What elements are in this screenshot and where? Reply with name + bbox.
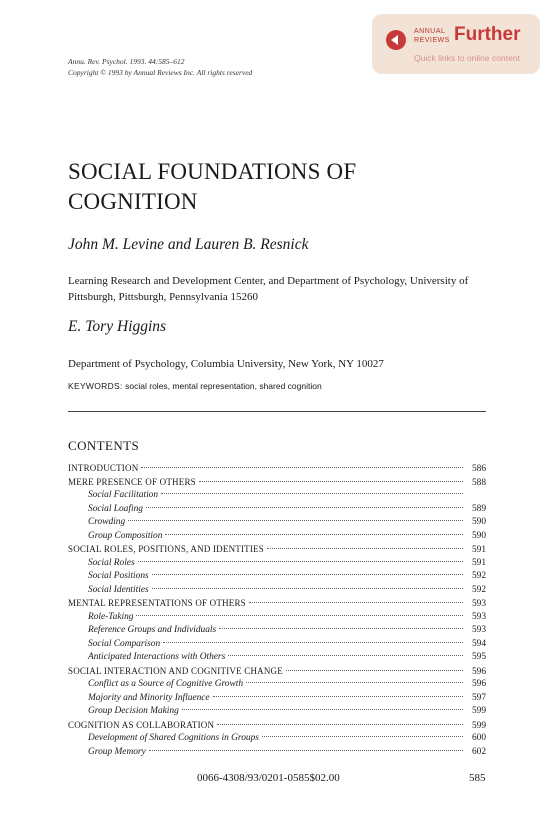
toc-leader-dots [228, 655, 463, 656]
toc-leader-dots [199, 481, 463, 482]
toc-entry[interactable] [68, 490, 486, 504]
toc-entry-page: 596 [471, 666, 486, 677]
toc-leader-dots [152, 574, 463, 575]
toc-entry[interactable] [68, 477, 486, 491]
title-line-1: SOCIAL FOUNDATIONS OF [68, 159, 357, 184]
toc-leader-dots [213, 696, 463, 697]
toc-entry-page: 596 [471, 679, 486, 689]
toc-leader-dots [286, 670, 463, 671]
copyright-line: Copyright © 1993 by Annual Reviews Inc. All rights reserved [68, 68, 253, 77]
title-line-2: COGNITION [68, 189, 198, 214]
toc-entry-page: 593 [471, 625, 486, 635]
toc-entry-page: 593 [471, 599, 486, 609]
badge-subtitle: Quick links to online content [414, 53, 520, 63]
toc-entry-page: 599 [471, 706, 486, 716]
toc-entry-label: SOCIAL ROLES, POSITIONS, AND IDENTITIES [68, 544, 264, 554]
toc-entry[interactable] [68, 517, 486, 531]
toc-leader-dots [267, 548, 463, 549]
badge-annual-label: ANNUAL [414, 28, 446, 35]
toc-entry-page: 590 [471, 530, 486, 541]
toc-entry-page: 592 [471, 584, 486, 595]
toc-entry-label: Social Facilitation [88, 490, 159, 500]
keywords-text: social roles, mental representation, shared cognition [125, 381, 322, 391]
toc-entry-label: Reference Groups and Individuals [88, 625, 217, 635]
article-title [68, 157, 356, 217]
toc-entry-label: Role-Taking [88, 611, 134, 622]
badge-further-label: Further [454, 24, 521, 45]
toc-entry-label: MERE PRESENCE OF OTHERS [68, 476, 196, 487]
page-number: 585 [469, 772, 486, 784]
toc-leader-dots [262, 736, 463, 737]
toc-entry[interactable] [68, 571, 486, 585]
toc-entry-label: Social Roles [88, 557, 135, 568]
authors-primary: John M. Levine and Lauren B. Resnick [68, 236, 309, 253]
toc-leader-dots [138, 561, 463, 562]
toc-entry-page: 586 [471, 464, 486, 474]
toc-entry[interactable] [68, 706, 486, 720]
toc-leader-dots [149, 750, 463, 751]
toc-leader-dots [182, 709, 463, 710]
toc-entry-label: Conflict as a Source of Cognitive Growth [88, 679, 244, 689]
toc-entry[interactable] [68, 612, 486, 626]
keywords [68, 381, 322, 392]
toc-entry[interactable] [68, 531, 486, 545]
section-divider [68, 411, 486, 412]
toc-leader-dots [219, 628, 463, 629]
further-badge[interactable] [372, 14, 540, 74]
toc-entry-page: 589 [471, 503, 486, 514]
toc-leader-dots [128, 520, 463, 521]
toc-entry[interactable] [68, 639, 486, 653]
toc-entry[interactable] [68, 733, 486, 747]
toc-leader-dots [249, 602, 463, 603]
toc-entry-page: 597 [471, 692, 486, 703]
toc-entry[interactable] [68, 504, 486, 518]
toc-leader-dots [163, 642, 463, 643]
toc-entry-label: INTRODUCTION [68, 463, 139, 473]
toc-entry-page: 590 [471, 517, 486, 527]
toc-entry-label: MENTAL REPRESENTATIONS OF OTHERS [68, 598, 246, 608]
toc-entry-page: 591 [471, 557, 486, 568]
toc-entry[interactable] [68, 747, 486, 761]
toc-entry-label: SOCIAL INTERACTION AND COGNITIVE CHANGE [68, 665, 283, 676]
toc-entry[interactable] [68, 720, 486, 734]
toc-leader-dots [146, 507, 463, 508]
toc-entry-label: Anticipated Interactions with Others [88, 652, 226, 662]
toc-entry-label: Group Decision Making [88, 706, 179, 716]
toc-leader-dots [165, 534, 463, 535]
toc-entry-page: 594 [471, 638, 486, 649]
toc-entry[interactable] [68, 693, 486, 707]
toc-entry-label: Group Composition [88, 530, 163, 541]
toc-entry-page: 588 [471, 477, 486, 488]
toc-entry[interactable] [68, 585, 486, 599]
toc-entry-label: Social Comparison [88, 638, 161, 649]
toc-entry-label: Social Identities [88, 584, 149, 595]
toc-entry-page: 593 [471, 611, 486, 622]
toc-leader-dots [141, 467, 463, 468]
keywords-label: KEYWORDS: [68, 381, 123, 391]
toc-entry-label: Social Loafing [88, 503, 143, 514]
toc-entry[interactable] [68, 463, 486, 477]
badge-reviews-label: REVIEWS [414, 37, 450, 44]
toc-leader-dots [217, 724, 463, 725]
toc-entry-label: Group Memory [88, 746, 146, 757]
toc-leader-dots [246, 682, 463, 683]
toc-entry-label: Development of Shared Cognitions in Groups [88, 733, 259, 743]
toc-entry[interactable] [68, 625, 486, 639]
toc-entry-label: Social Positions [88, 571, 149, 581]
journal-citation: Annu. Rev. Psychol. 1993. 44:585–612 [68, 57, 185, 66]
play-arrow-icon [386, 30, 406, 50]
toc-entry-label: COGNITION AS COLLABORATION [68, 719, 215, 730]
toc-entry-page: 600 [471, 733, 486, 743]
toc-entry[interactable] [68, 679, 486, 693]
contents-heading: CONTENTS [68, 438, 140, 453]
toc-entry[interactable] [68, 558, 486, 572]
toc-leader-dots [161, 493, 463, 494]
authors-secondary: E. Tory Higgins [68, 318, 167, 335]
article-code: 0066-4308/93/0201-0585$02.00 [197, 772, 340, 784]
toc-entry[interactable] [68, 598, 486, 612]
toc-entry[interactable] [68, 652, 486, 666]
toc-entry-page: 591 [471, 545, 486, 555]
toc-entry-page: 592 [471, 571, 486, 581]
affiliation-secondary: Department of Psychology, Columbia University, New York, NY 10027 [68, 358, 384, 370]
toc-leader-dots [152, 588, 463, 589]
table-of-contents [68, 463, 486, 760]
toc-entry-page: 602 [471, 746, 486, 757]
toc-entry[interactable] [68, 666, 486, 680]
toc-entry-label: Majority and Minority Influence [88, 692, 210, 703]
toc-entry-page: 595 [471, 652, 486, 662]
toc-entry-page: 599 [471, 720, 486, 731]
toc-entry-label: Crowding [88, 517, 126, 527]
affiliation-primary: Learning Research and Development Center, and Department of Psychology, University of Pittsburgh, Pittsburgh, Pennsylvania 15260 [68, 275, 469, 303]
toc-leader-dots [136, 615, 463, 616]
toc-entry[interactable] [68, 544, 486, 558]
